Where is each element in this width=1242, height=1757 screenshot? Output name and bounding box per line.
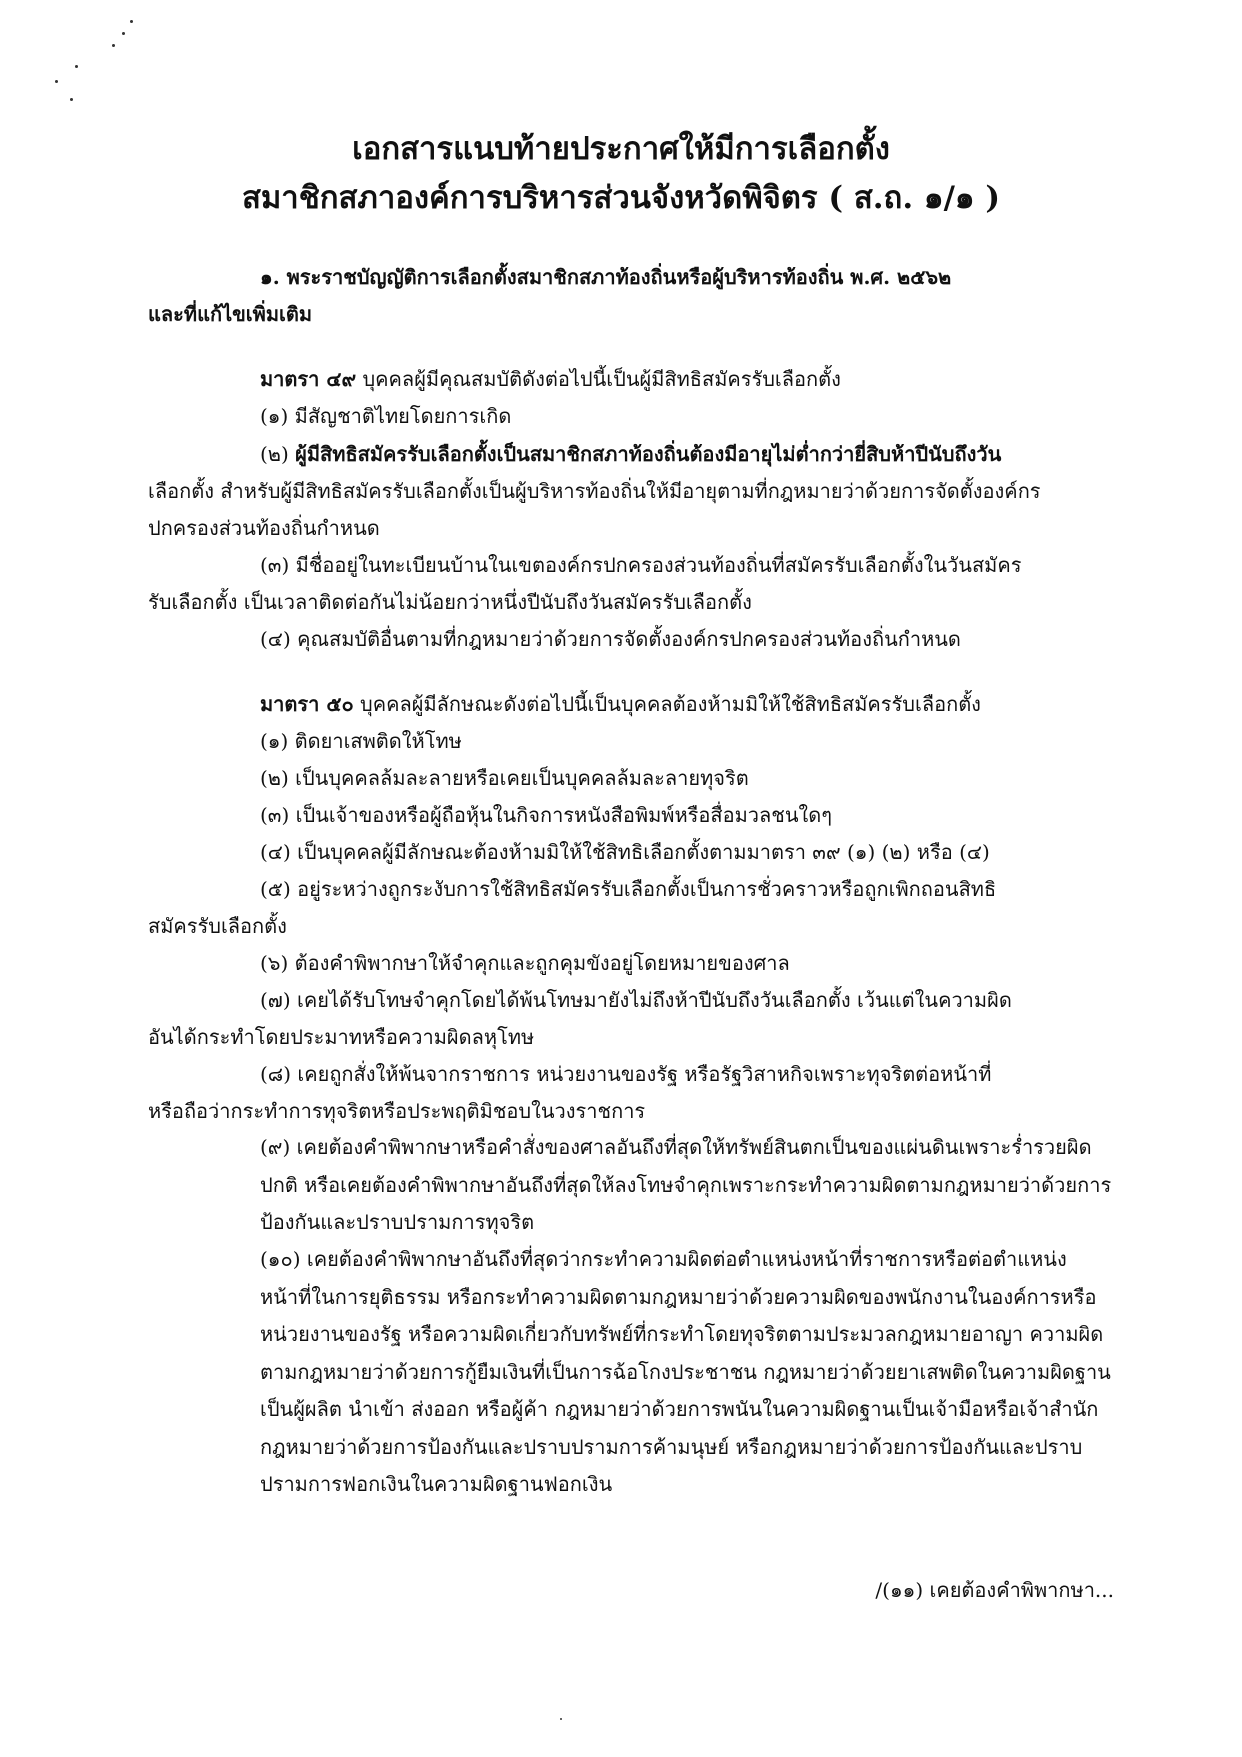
section-50-item-7-line-2: อันได้กระทำโดยประมาทหรือความผิดลหุโทษ xyxy=(148,1025,535,1049)
section-50-text: บุคคลผู้มีลักษณะดังต่อไปนี้เป็นบุคคลต้องห้ามมิให้ใช้สิทธิสมัครรับเลือกตั้ง xyxy=(353,692,981,716)
section-50-item-10 xyxy=(148,1241,1116,1504)
section-49-item-2-line-2: เลือกตั้ง สำหรับผู้มีสิทธิสมัครรับเลือกตั้งเป็นผู้บริหารท้องถิ่นให้มีอายุตามที่กฎหมายว่าด้วยการจัดตั้งองค์กร xyxy=(148,479,1041,503)
section-49-item-4: (๔) คุณสมบัติอื่นตามที่กฎหมายว่าด้วยการจัดตั้งองค์กรปกครองส่วนท้องถิ่นกำหนด xyxy=(260,627,961,651)
section-49-text: บุคคลผู้มีคุณสมบัติดังต่อไปนี้เป็นผู้มีสิทธิสมัครรับเลือกตั้ง xyxy=(356,367,841,391)
continuation-note: /(๑๑) เคยต้องคำพิพากษา... xyxy=(875,1578,1114,1602)
section-49-item-2 xyxy=(260,439,1001,469)
section-49-label: มาตรา ๔๙ xyxy=(260,367,357,391)
section-49-item-2-bold-text: ผู้มีสิทธิสมัครรับเลือกตั้งเป็นสมาชิกสภาท้องถิ่นต้องมีอายุไม่ต่ำกว่ายี่สิบห้าปีนับถึงวัน xyxy=(295,442,1002,466)
section-50-item-8: (๘) เคยถูกสั่งให้พ้นจากราชการ หน่วยงานของรัฐ หรือรัฐวิสาหกิจเพราะทุจริตต่อหน้าที่ xyxy=(260,1062,992,1086)
document-title-line1: เอกสารแนบท้ายประกาศให้มีการเลือกตั้ง xyxy=(352,131,890,167)
act-heading: ๑. พระราชบัญญัติการเลือกตั้งสมาชิกสภาท้องถิ่นหรือผู้บริหารท้องถิ่น พ.ศ. ๒๕๖๒ xyxy=(260,265,952,289)
section-50-label: มาตรา ๕๐ xyxy=(260,692,354,716)
section-49-item-3-line-2: รับเลือกตั้ง เป็นเวลาติดต่อกันไม่น้อยกว่าหนึ่งปีนับถึงวันสมัครรับเลือกตั้ง xyxy=(148,590,752,614)
section-50-item-2: (๒) เป็นบุคคลล้มละลายหรือเคยเป็นบุคคลล้มละลายทุจริต xyxy=(260,766,749,790)
section-50-item-3: (๓) เป็นเจ้าของหรือผู้ถือหุ้นในกิจการหนังสือพิมพ์หรือสื่อมวลชนใดๆ xyxy=(260,803,833,827)
section-50-item-1: (๑) ติดยาเสพติดให้โทษ xyxy=(260,729,462,753)
section-50-item-8-line-2: หรือถือว่ากระทำการทุจริตหรือประพฤติมิชอบในวงราชการ xyxy=(148,1099,646,1123)
section-49-item-3: (๓) มีชื่ออยู่ในทะเบียนบ้านในเขตองค์กรปกครองส่วนท้องถิ่นที่สมัครรับเลือกตั้งในวันสมัคร xyxy=(260,553,1022,577)
section-50-item-4: (๔) เป็นบุคคลผู้มีลักษณะต้องห้ามมิให้ใช้สิทธิเลือกตั้งตามมาตรา ๓๙ (๑) (๒) หรือ (๔) xyxy=(260,840,990,864)
section-50-item-9 xyxy=(148,1129,1116,1242)
section-50-item-5: (๕) อยู่ระหว่างถูกระงับการใช้สิทธิสมัครรับเลือกตั้งเป็นการชั่วคราวหรือถูกเพิกถอนสิทธิ xyxy=(260,877,997,901)
act-heading-continued: และที่แก้ไขเพิ่มเติม xyxy=(148,302,313,326)
section-50-item-5-line-2: สมัครรับเลือกตั้ง xyxy=(148,914,287,938)
section-49-item-2-number: (๒) xyxy=(260,442,296,466)
section-49-item-1: (๑) มีสัญชาติไทยโดยการเกิด xyxy=(260,404,512,428)
section-50-item-6: (๖) ต้องคำพิพากษาให้จำคุกและถูกคุมขังอยู่โดยหมายของศาล xyxy=(260,951,790,975)
section-49-item-2-line-3: ปกครองส่วนท้องถิ่นกำหนด xyxy=(148,516,380,540)
section-50-item-9-text: (๙) เคยต้องคำพิพากษาหรือคำสั่งของศาลอันถึงที่สุดให้ทรัพย์สินตกเป็นของแผ่นดินเพราะร่ำรวยผิดปกติ หรือเคยต้องคำพิพากษาอันถึงที่สุดให้ลงโทษจำคุกเพราะกระทำความผิดตามกฎหมายว่าด้วยการป้องกันและปราบปรามการทุจริต xyxy=(260,1135,1112,1234)
section-49-heading xyxy=(260,364,841,394)
section-50-heading xyxy=(260,689,981,719)
section-50-item-10-text: (๑๐) เคยต้องคำพิพากษาอันถึงที่สุดว่ากระทำความผิดต่อตำแหน่งหน้าที่ราชการหรือต่อตำแหน่งหน้าที่ในการยุติธรรม หรือกระทำความผิดตามกฎหมายว่าด้วยความผิดของพนักงานในองค์การหรือหน่วยงานของรัฐ หรือความผิดเกี่ยวกับทรัพย์ที่กระทำโดยทุจริตตามประมวลกฎหมายอาญา ความผิดตามกฎหมายว่าด้วยการกู้ยืมเงินที่เป็นการฉ้อโกงประชาชน กฎหมายว่าด้วยยาเสพติดในความผิดฐานเป็นผู้ผลิต นำเข้า ส่งออก หรือผู้ค้า กฎหมายว่าด้วยการพนันในความผิดฐานเป็นเจ้ามือหรือเจ้าสำนักกฎหมายว่าด้วยการป้องกันและปราบปรามการค้ามนุษย์ หรือกฎหมายว่าด้วยการป้องกันและปราบปรามการฟอกเงินในความผิดฐานฟอกเงิน xyxy=(260,1247,1111,1496)
document-title-line2: สมาชิกสภาองค์การบริหารส่วนจังหวัดพิจิตร ( ส.ถ. ๑/๑ ) xyxy=(241,180,1001,216)
section-50-item-7: (๗) เคยได้รับโทษจำคุกโดยได้พ้นโทษมายังไม่ถึงห้าปีนับถึงวันเลือกตั้ง เว้นแต่ในความผิด xyxy=(260,988,1012,1012)
